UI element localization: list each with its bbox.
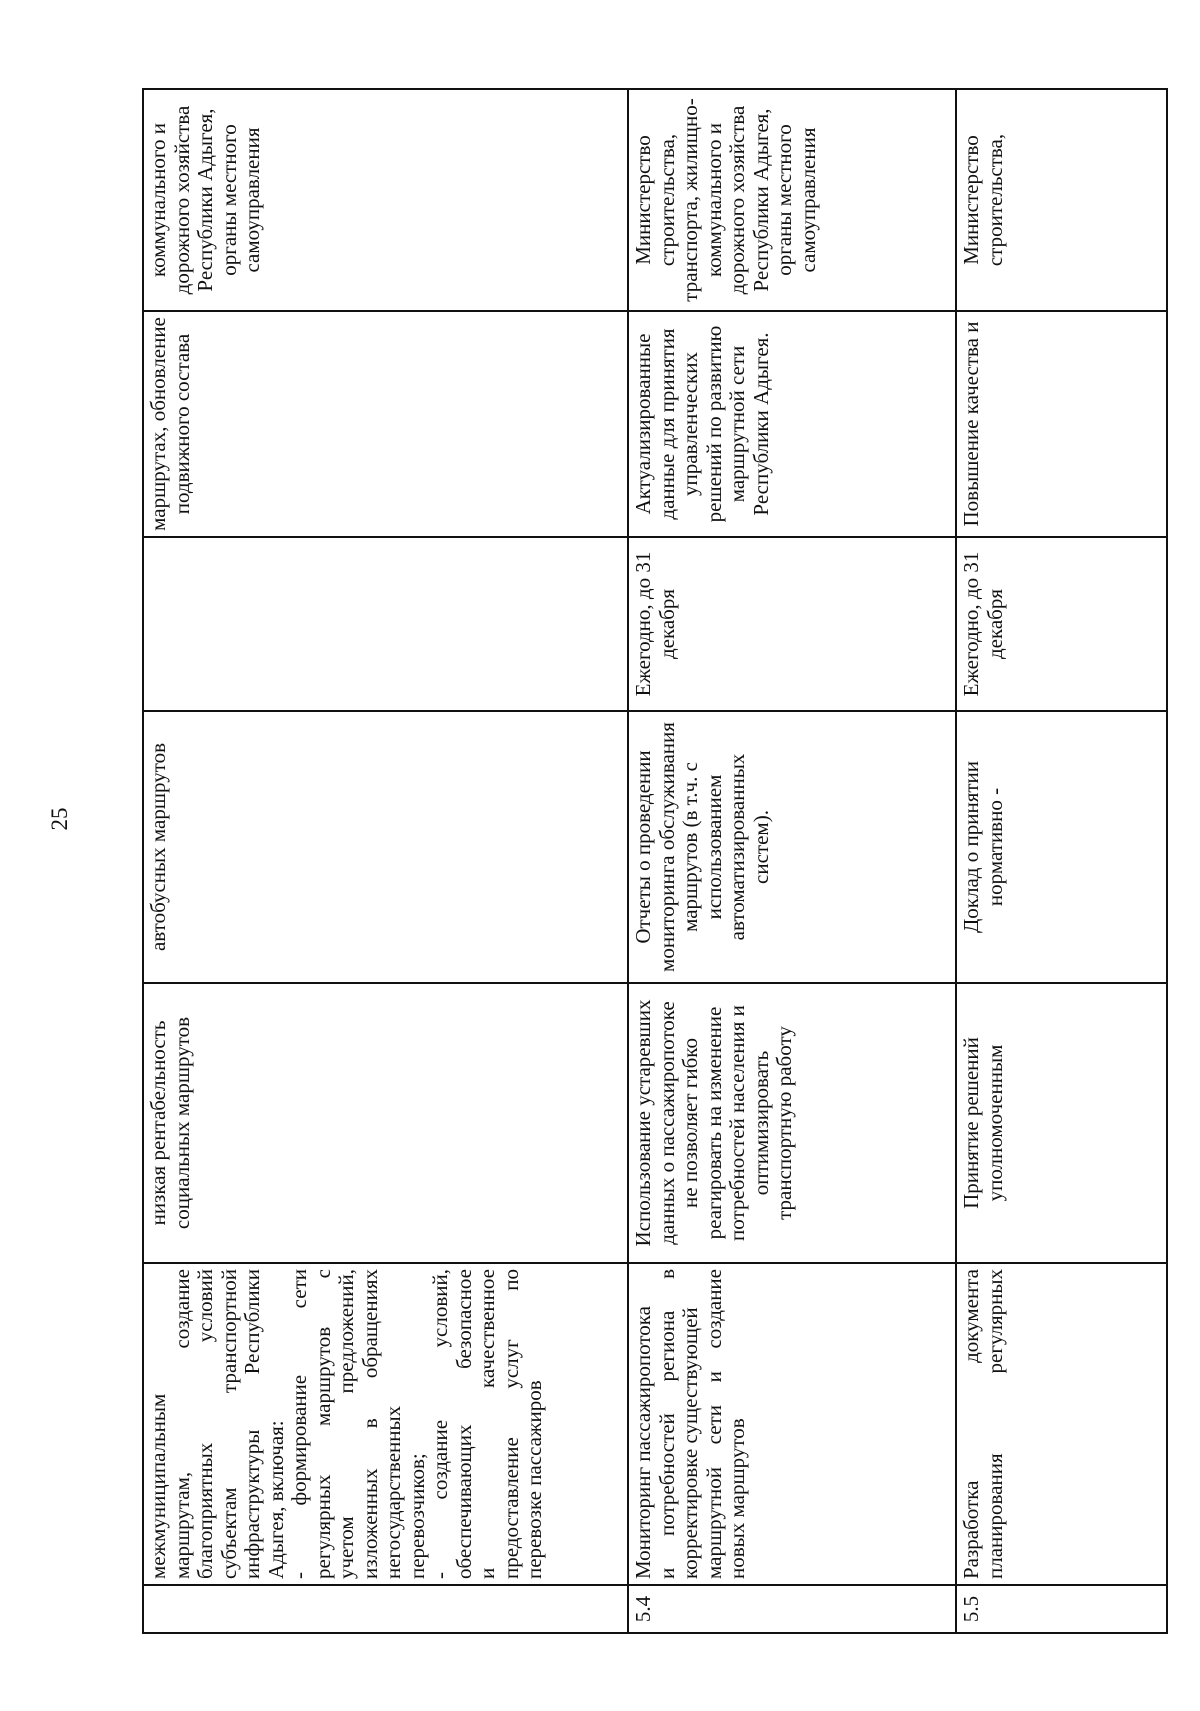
activity-line: учетом предложений, <box>334 1269 359 1579</box>
table-row <box>956 89 1167 1633</box>
activity-line: перевозчиков; <box>404 1453 429 1579</box>
activity-cell <box>956 1263 1167 1585</box>
activity-line: перевозке пассажиров <box>522 1380 547 1579</box>
activity-line: благоприятных условий <box>193 1269 218 1579</box>
result-document-cell: Доклад о принятии нормативно - <box>956 711 1167 983</box>
problem-cell: Использование устаревших данных о пассажиропотоке не позволяет гибко реагировать на изменение потребностей населения и оптимизировать транспортную работу <box>628 983 956 1263</box>
activity-line: Адыгея, включая: <box>263 1420 288 1579</box>
responsible-cell: Министерство строительства, <box>956 89 1167 311</box>
problem-cell: низкая рентабельность социальных маршрутов <box>143 983 628 1263</box>
table-row <box>628 89 956 1633</box>
page-number: 25 <box>47 807 72 831</box>
activity-line: новых маршрутов <box>725 1418 750 1579</box>
plan-table <box>142 88 1168 1634</box>
activity-line: - формирование сети <box>287 1269 312 1579</box>
result-document-cell: Отчеты о проведении мониторинга обслуживания маршрутов (в т.ч. с использованием автоматизированных систем). <box>628 711 956 983</box>
rotated-page <box>142 90 1200 1634</box>
activity-line: Мониторинг пассажиропотока <box>631 1306 655 1579</box>
activity-line: инфраструктуры Республики <box>240 1269 265 1579</box>
table-row <box>143 89 628 1633</box>
result-document-cell: автобусных маршрутов <box>143 711 628 983</box>
item-number-cell: 5.5 <box>956 1585 1167 1633</box>
activity-line: предоставление услуг по <box>498 1269 523 1579</box>
deadline-cell: Ежегодно, до 31 декабря <box>956 537 1167 711</box>
outcome-cell: маршрутах, обновление подвижного состава <box>143 311 628 537</box>
deadline-cell: Ежегодно, до 31 декабря <box>628 537 956 711</box>
activity-line: корректировке существующей <box>678 1307 703 1579</box>
activity-line: регулярных маршрутов с <box>310 1269 335 1579</box>
activity-cell <box>143 1263 628 1585</box>
activity-line: изложенных в обращениях <box>357 1269 382 1579</box>
outcome-cell: Актуализированные данные для принятия управленческих решений по развитию маршрутной сети Республики Адыгея. <box>628 311 956 537</box>
outcome-cell: Повышение качества и <box>956 311 1167 537</box>
activity-line: межмуниципальным <box>146 1393 170 1579</box>
activity-line: Разработка документа <box>959 1269 983 1579</box>
activity-line: маршрутной сети и создание <box>701 1269 726 1579</box>
activity-line: планирования регулярных <box>982 1269 1007 1579</box>
activity-line: обеспечивающих безопасное <box>451 1269 476 1579</box>
activity-cell <box>628 1263 956 1585</box>
responsible-cell: Министерство строительства, транспорта, жилищно-коммунального и дорожного хозяйства Республики Адыгея, органы местного самоуправления <box>628 89 956 311</box>
problem-cell: Принятие решений уполномоченным <box>956 983 1167 1263</box>
activity-line: и качественное <box>475 1269 500 1579</box>
item-number-cell <box>143 1585 628 1633</box>
activity-line: маршрутам, создание <box>169 1269 194 1579</box>
item-number-cell: 5.4 <box>628 1585 956 1633</box>
activity-line: и потребностей региона в <box>654 1269 679 1579</box>
activity-line: - создание условий, <box>428 1269 453 1579</box>
activity-line: субъектам транспортной <box>216 1269 241 1579</box>
responsible-cell: коммунального и дорожного хозяйства Республики Адыгея, органы местного самоуправления <box>143 89 628 311</box>
activity-line: негосударственных <box>381 1405 406 1579</box>
deadline-cell <box>143 537 628 711</box>
